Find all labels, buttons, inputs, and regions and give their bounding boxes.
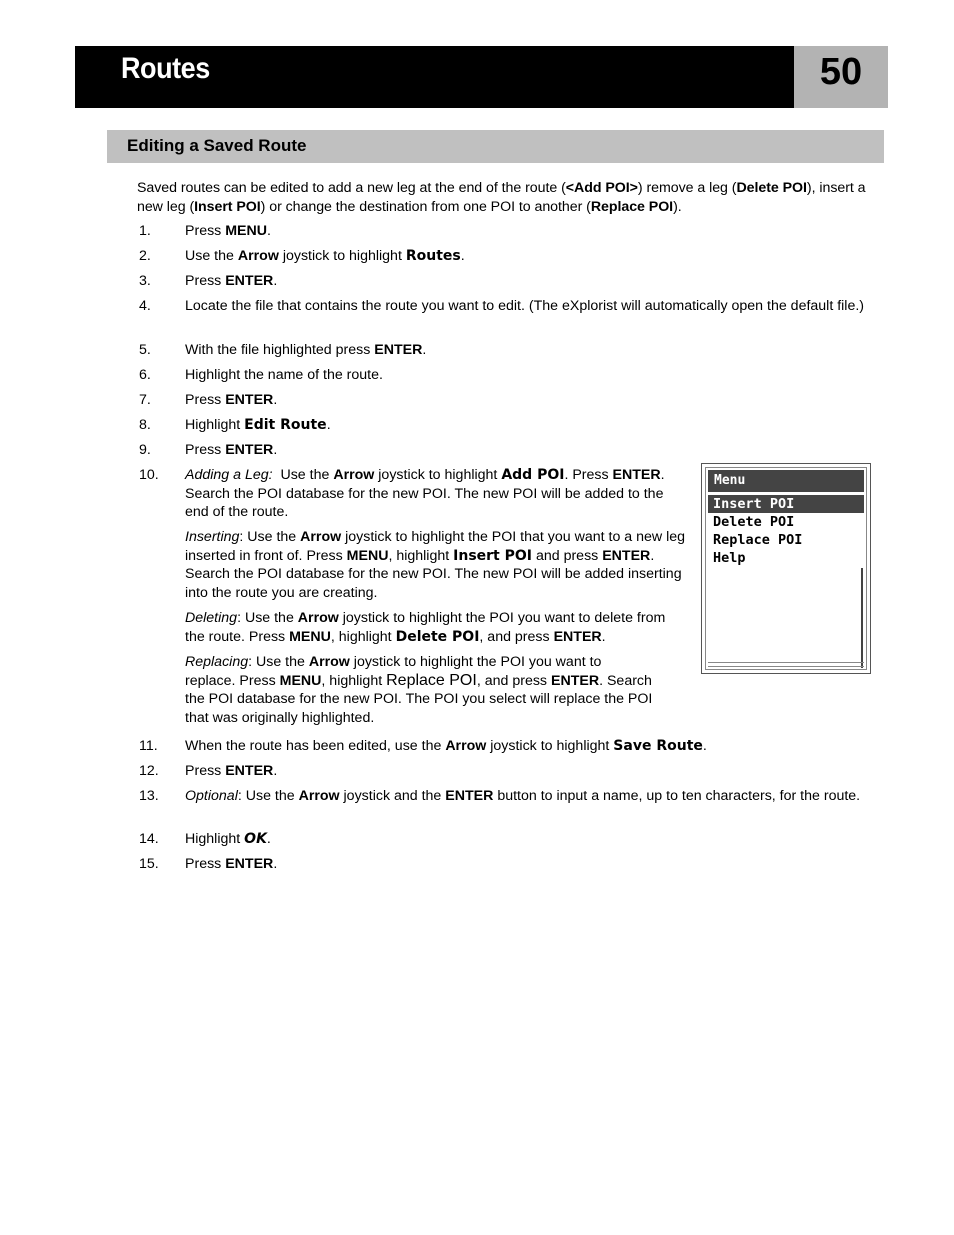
menu-title: Menu <box>714 473 746 488</box>
step-11: When the route has been edited, use the Arrow joystick to highlight Save Route. <box>185 738 707 754</box>
step-number: 6. <box>139 367 151 383</box>
step-number: 9. <box>139 442 151 458</box>
step-10-replacing: Replacing: Use the Arrow joystick to highlight the POI you want to replace. Press MENU, highlight Replace POI, and press ENTER. Search the POI database for the new POI. The POI you select will replace the POI that was originally highlighted. <box>185 654 653 726</box>
menu-bottom-border <box>708 662 864 667</box>
step-number: 5. <box>139 342 151 358</box>
chapter-header <box>75 46 794 108</box>
step-number: 10. <box>139 467 159 483</box>
step-number: 2. <box>139 248 151 264</box>
menu-scrollbar <box>861 568 863 668</box>
step-14: Highlight OK. <box>185 831 271 847</box>
menu-title-bar <box>708 470 864 492</box>
step-6: Highlight the name of the route. <box>185 367 383 383</box>
step-10-inserting: Inserting: Use the Arrow joystick to highlight the POI that you want to a new leg inserted in front of. Press MENU, highlight Insert POI and press ENTER. Search the POI database for the new POI. The new POI will be added inserting into the route you are creating. <box>185 529 686 601</box>
device-menu-screenshot <box>701 463 871 674</box>
step-7: Press ENTER. <box>185 392 278 408</box>
step-13: Optional: Use the Arrow joystick and the ENTER button to input a name, up to ten characters, for the route. <box>185 788 861 804</box>
menu-item-insert-poi[interactable]: Insert POI <box>708 495 864 513</box>
step-number: 3. <box>139 273 151 289</box>
step-number: 4. <box>139 298 151 314</box>
step-8: Highlight Edit Route. <box>185 417 331 433</box>
step-10-deleting: Deleting: Use the Arrow joystick to highlight the POI you want to delete from the route. Press MENU, highlight Delete POI, and press ENTER. <box>185 610 666 645</box>
step-1: Press MENU. <box>185 223 271 239</box>
menu-frame <box>705 467 867 670</box>
step-5: With the file highlighted press ENTER. <box>185 342 427 358</box>
step-number: 7. <box>139 392 151 408</box>
section-title: Editing a Saved Route <box>127 136 307 155</box>
step-number: 8. <box>139 417 151 433</box>
page-number: 50 <box>819 51 863 93</box>
step-2: Use the Arrow joystick to highlight Routes. <box>185 248 465 264</box>
step-number: 12. <box>139 763 159 779</box>
step-9: Press ENTER. <box>185 442 278 458</box>
step-number: 1. <box>139 223 151 239</box>
menu-item-delete-poi[interactable]: Delete POI <box>713 514 795 530</box>
section-header <box>107 130 884 163</box>
menu-list <box>708 495 864 567</box>
menu-item-help[interactable]: Help <box>713 550 746 566</box>
step-number: 13. <box>139 788 159 804</box>
menu-item-replace-poi[interactable]: Replace POI <box>713 532 803 548</box>
step-12: Press ENTER. <box>185 763 278 779</box>
step-3: Press ENTER. <box>185 273 278 289</box>
step-10-adding: Adding a Leg: Use the Arrow joystick to highlight Add POI. Press ENTER. Search the POI database for the new POI. The new POI will be added to the end of the route. <box>185 467 665 520</box>
step-number: 15. <box>139 856 159 872</box>
step-number: 11. <box>139 738 158 754</box>
chapter-title: Routes <box>121 52 210 85</box>
intro-paragraph: Saved routes can be edited to add a new leg at the end of the route (<Add POI>) remove a leg (Delete POI), insert a new leg (Insert POI) or change the destination from one POI to another (Replace POI). <box>137 180 866 215</box>
step-4: Locate the file that contains the route you want to edit. (The eXplorist will automatically open the default file.) <box>185 298 865 314</box>
step-15: Press ENTER. <box>185 856 278 872</box>
page-number-box <box>794 46 888 108</box>
step-number: 14. <box>139 831 159 847</box>
